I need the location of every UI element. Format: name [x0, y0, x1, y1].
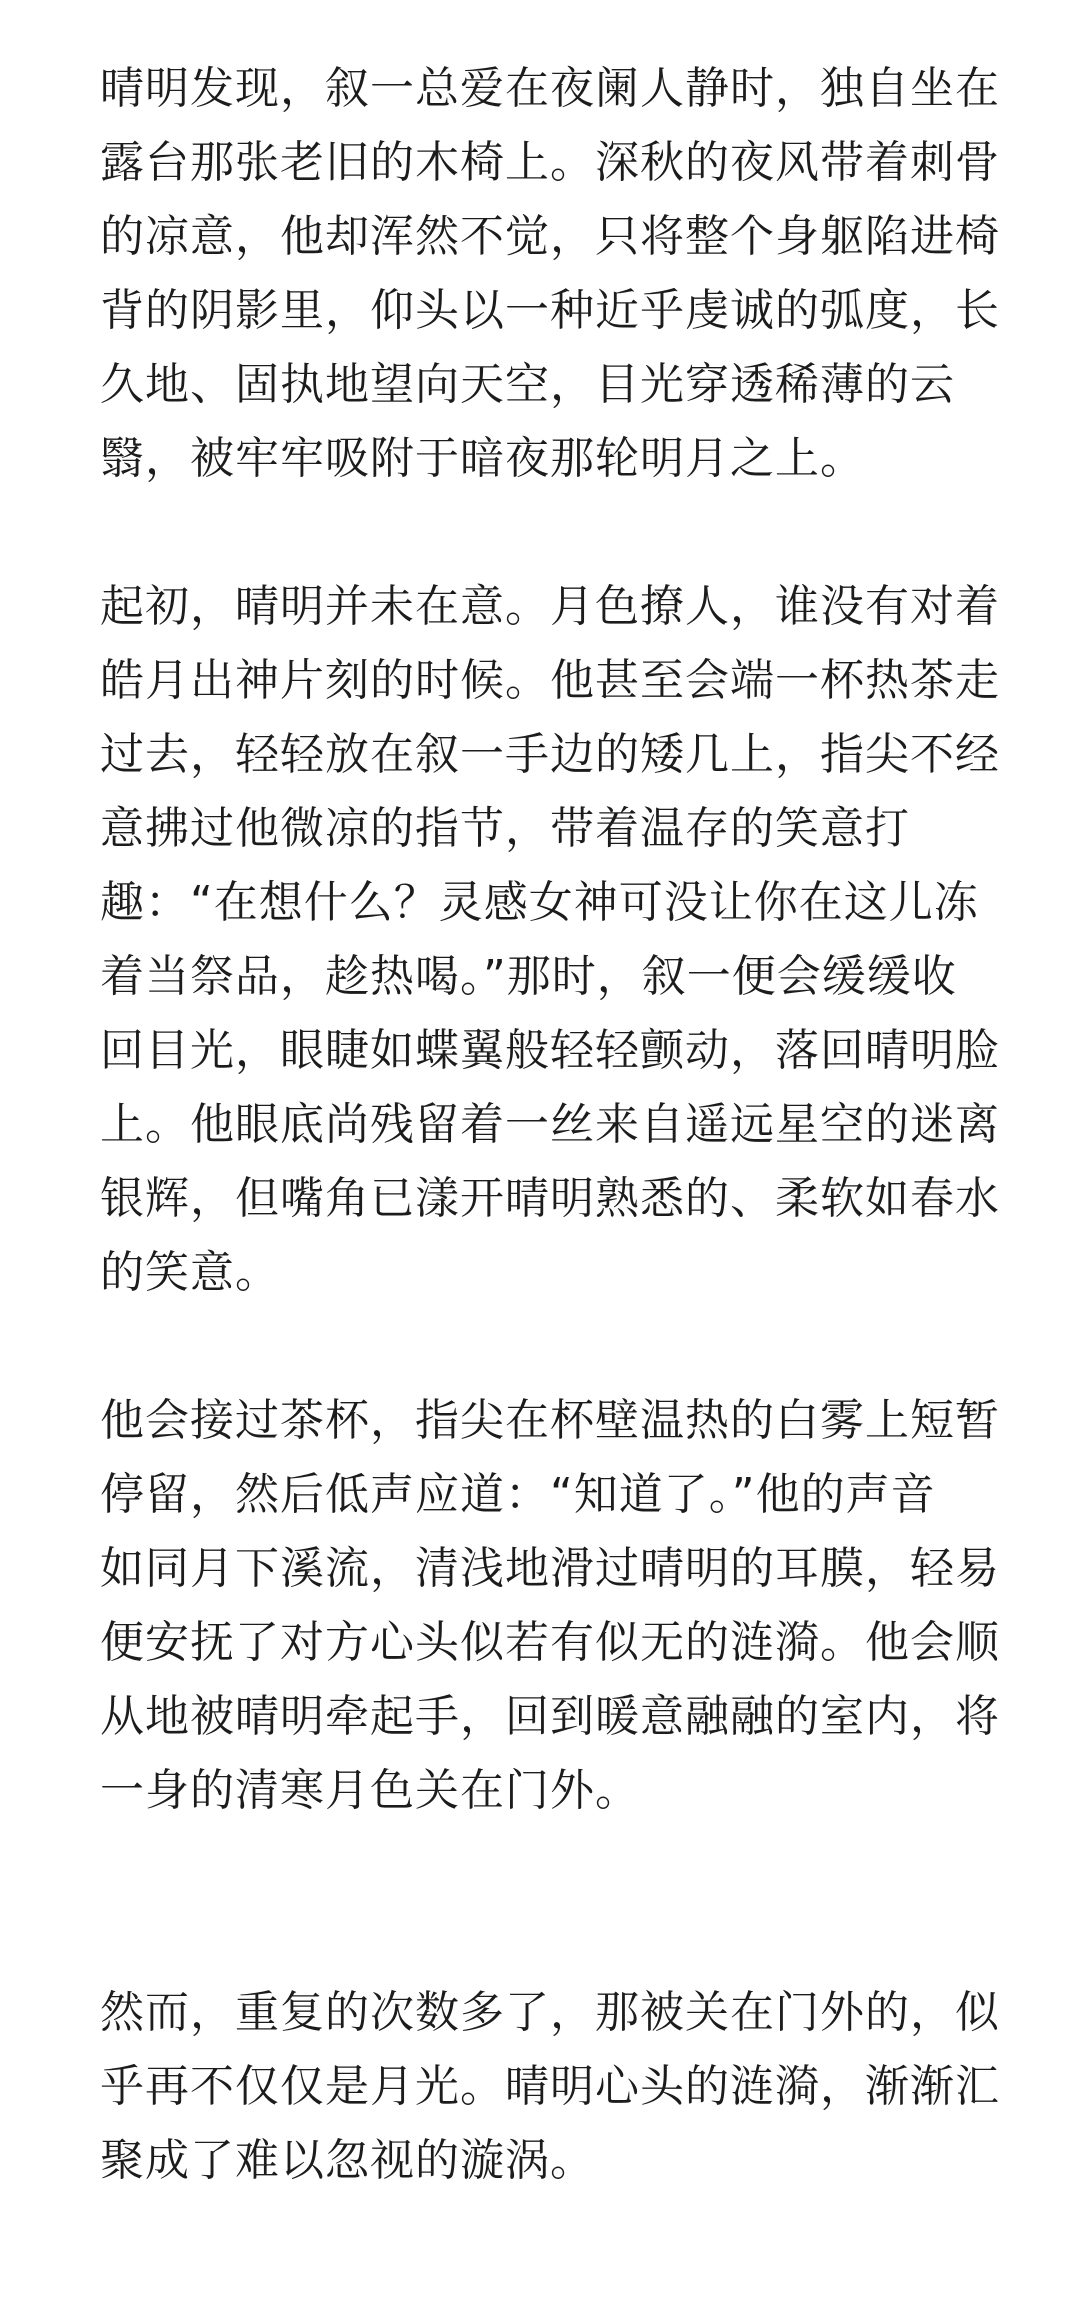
- text-line: 露台那张老旧的木椅上。深秋的夜风带着刺骨: [100, 137, 1000, 188]
- paragraph-3: [100, 1384, 1000, 1828]
- text-line: 如同月下溪流，清浅地滑过晴明的耳膜，轻易: [100, 1543, 1000, 1594]
- paragraph-4: [100, 1976, 1000, 2198]
- text-line: 从地被晴明牵起手，回到暖意融融的室内，将: [100, 1691, 1000, 1742]
- text-line: 翳，被牢牢吸附于暗夜那轮明月之上。: [100, 433, 865, 484]
- text-line: 意拂过他微凉的指节，带着温存的笑意打: [100, 803, 910, 854]
- text-line: 聚成了难以忽视的漩涡。: [100, 2135, 595, 2186]
- text-line: 起初，晴明并未在意。月色撩人，谁没有对着: [100, 581, 1000, 632]
- text-line: 过去，轻轻放在叙一手边的矮几上，指尖不经: [100, 729, 1000, 780]
- text-line: 背的阴影里，仰头以一种近乎虔诚的弧度，长: [100, 285, 1000, 336]
- text-line: 他会接过茶杯，指尖在杯壁温热的白雾上短暂: [100, 1395, 1000, 1446]
- paragraph-1: [100, 52, 1000, 496]
- article-body: [100, 52, 1000, 2198]
- text-line: 久地、固执地望向天空，目光穿透稀薄的云: [100, 359, 955, 410]
- text-line: 回目光，眼睫如蝶翼般轻轻颤动，落回晴明脸: [100, 1025, 1000, 1076]
- text-line: 停留，然后低声应道：“知道了。”他的声音: [100, 1469, 936, 1520]
- text-line: 然而，重复的次数多了，那被关在门外的，似: [100, 1987, 1000, 2038]
- text-line: 的凉意，他却浑然不觉，只将整个身躯陷进椅: [100, 211, 1000, 262]
- text-line: 趣：“在想什么？灵感女神可没让你在这儿冻: [100, 877, 979, 928]
- text-line: 晴明发现，叙一总爱在夜阑人静时，独自坐在: [100, 63, 1000, 114]
- text-line: 的笑意。: [100, 1247, 280, 1298]
- paragraph-spacer: [100, 1828, 980, 1976]
- text-line: 银辉，但嘴角已漾开晴明熟悉的、柔软如春水: [100, 1173, 1000, 1224]
- text-line: 乎再不仅仅是月光。晴明心头的涟漪，渐渐汇: [100, 2061, 1000, 2112]
- text-line: 一身的清寒月色关在门外。: [100, 1765, 640, 1816]
- text-line: 皓月出神片刻的时候。他甚至会端一杯热茶走: [100, 655, 1000, 706]
- text-line: 着当祭品，趁热喝。”那时，叙一便会缓缓收: [100, 951, 957, 1002]
- paragraph-spacer: [100, 1310, 980, 1384]
- text-line: 便安抚了对方心头似若有似无的涟漪。他会顺: [100, 1617, 1000, 1668]
- paragraph-spacer: [100, 496, 980, 570]
- text-line: 上。他眼底尚残留着一丝来自遥远星空的迷离: [100, 1099, 1000, 1150]
- paragraph-2: [100, 570, 1000, 1310]
